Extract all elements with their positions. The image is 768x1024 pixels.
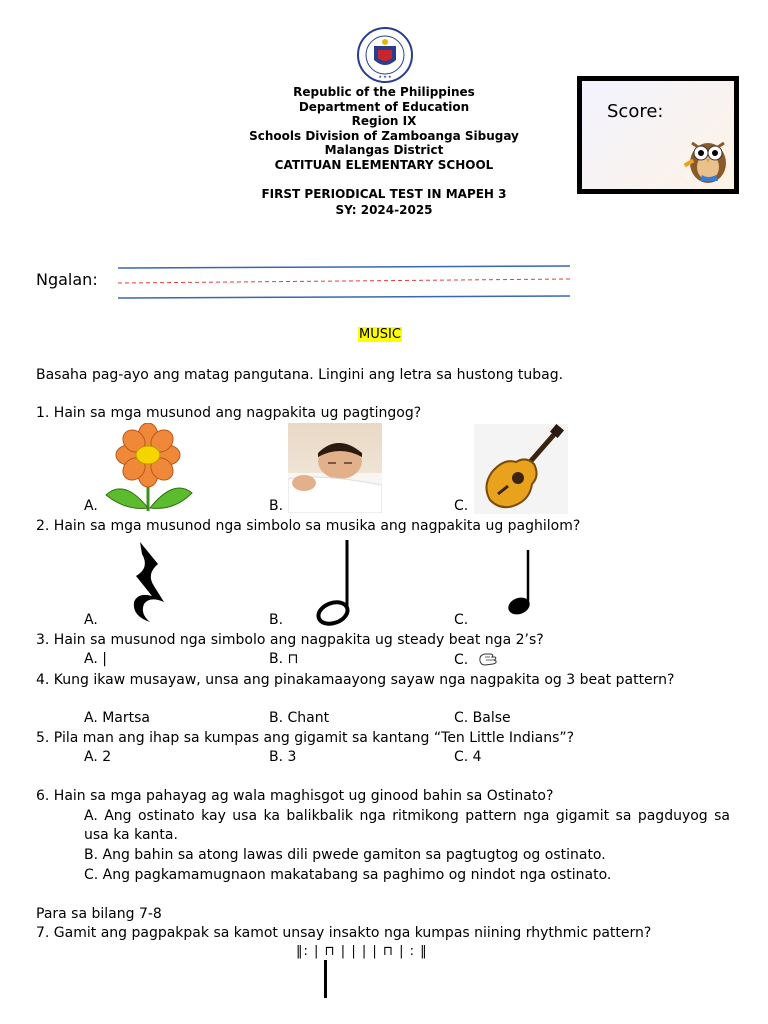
q2-option-a[interactable]: A. <box>84 612 98 628</box>
question-2: 2. Hain sa mga musunod nga simbolo sa musika ang nagpakita ug paghilom? <box>36 518 581 534</box>
q3-option-b[interactable]: B. ⊓ <box>269 651 299 667</box>
q6-option-a[interactable]: A. Ang ostinato kay usa ka balikbalik nga ritmikong pattern nga gigamit sa pagduyog sa usa ka kanta. <box>84 808 730 843</box>
question-1: 1. Hain sa mga musunod ang nagpakita ug pagtingog? <box>36 405 422 421</box>
sleeping-child-image <box>288 423 382 513</box>
question-7: 7. Gamit ang pagpakpak sa kamot unsay insakto nga kumpas niining rhythmic pattern? <box>36 925 652 941</box>
q5-option-a[interactable]: A. 2 <box>84 749 112 765</box>
guitar-icon <box>474 424 568 514</box>
q6-option-b[interactable]: B. Ang bahin sa atong lawas dili pwede gamiton sa pagtugtog og ostinato. <box>84 847 606 863</box>
q4-option-a[interactable]: A. Martsa <box>84 710 151 726</box>
name-label: Ngalan: <box>36 270 98 289</box>
name-lines-icon <box>118 262 570 302</box>
clapping-hands-icon <box>477 651 499 667</box>
svg-text:★ ★ ★: ★ ★ ★ <box>378 74 392 79</box>
owl-mascot-icon <box>682 131 734 185</box>
question-3: 3. Hain sa musunod nga simbolo ang nagpakita ug steady beat nga 2’s? <box>36 632 544 648</box>
q1-option-b[interactable]: B. <box>269 498 284 514</box>
q6-option-c[interactable]: C. Ang pagkamamugnaon makatabang sa paghimo og nindot nga ostinato. <box>84 867 612 883</box>
flower-icon <box>104 423 196 513</box>
q3-option-c[interactable] <box>454 651 499 668</box>
q5-option-b[interactable]: B. 3 <box>269 749 297 765</box>
pattern-bar-line <box>324 960 327 998</box>
rhythmic-pattern: ‖: | ⊓ | | | | ⊓ | : ‖ <box>296 944 428 959</box>
q3-option-c-label: C. <box>454 652 469 668</box>
instructions: Basaha pag-ayo ang matag pangutana. Lingini ang letra sa hustong tubag. <box>36 367 564 383</box>
q1-option-c[interactable]: C. <box>454 498 469 514</box>
quarter-note-icon <box>506 548 534 616</box>
question-5: 5. Pila man ang ihap sa kumpas ang gigamit sa kantang “Ten Little Indians”? <box>36 730 575 746</box>
header-district: Malangas District <box>324 143 444 157</box>
q2-option-c[interactable]: C. <box>454 612 469 628</box>
score-label: Score: <box>607 101 664 122</box>
q2-option-b[interactable]: B. <box>269 612 284 628</box>
q3-option-a[interactable]: A. | <box>84 651 107 667</box>
q4-option-b[interactable]: B. Chant <box>269 710 330 726</box>
para-note: Para sa bilang 7-8 <box>36 906 162 922</box>
quarter-rest-icon <box>128 540 172 624</box>
name-field[interactable] <box>118 262 570 302</box>
school-year: SY: 2024-2025 <box>335 203 433 217</box>
q1-option-a[interactable]: A. <box>84 498 98 514</box>
header-school: CATITUAN ELEMENTARY SCHOOL <box>274 157 494 172</box>
test-title: FIRST PERIODICAL TEST IN MAPEH 3 <box>261 187 507 201</box>
question-4: 4. Kung ikaw musayaw, unsa ang pinakamaayong sayaw nga nagpakita og 3 beat pattern? <box>36 672 675 688</box>
question-6: 6. Hain sa mga pahayag ag wala maghisgot ug ginood bahin sa Ostinato? <box>36 788 554 804</box>
score-box <box>577 76 739 194</box>
half-note-icon <box>314 538 354 626</box>
header-republic: Republic of the Philippines <box>293 85 475 99</box>
header-division: Schools Division of Zamboanga Sibugay <box>249 128 519 143</box>
section-music: MUSIC <box>359 327 401 342</box>
q5-option-c[interactable]: C. 4 <box>454 749 482 765</box>
header-department: Department of Education <box>298 99 470 114</box>
header-region: Region IX <box>351 114 417 128</box>
q4-option-c[interactable]: C. Balse <box>454 710 511 726</box>
deped-seal-logo <box>356 26 414 84</box>
